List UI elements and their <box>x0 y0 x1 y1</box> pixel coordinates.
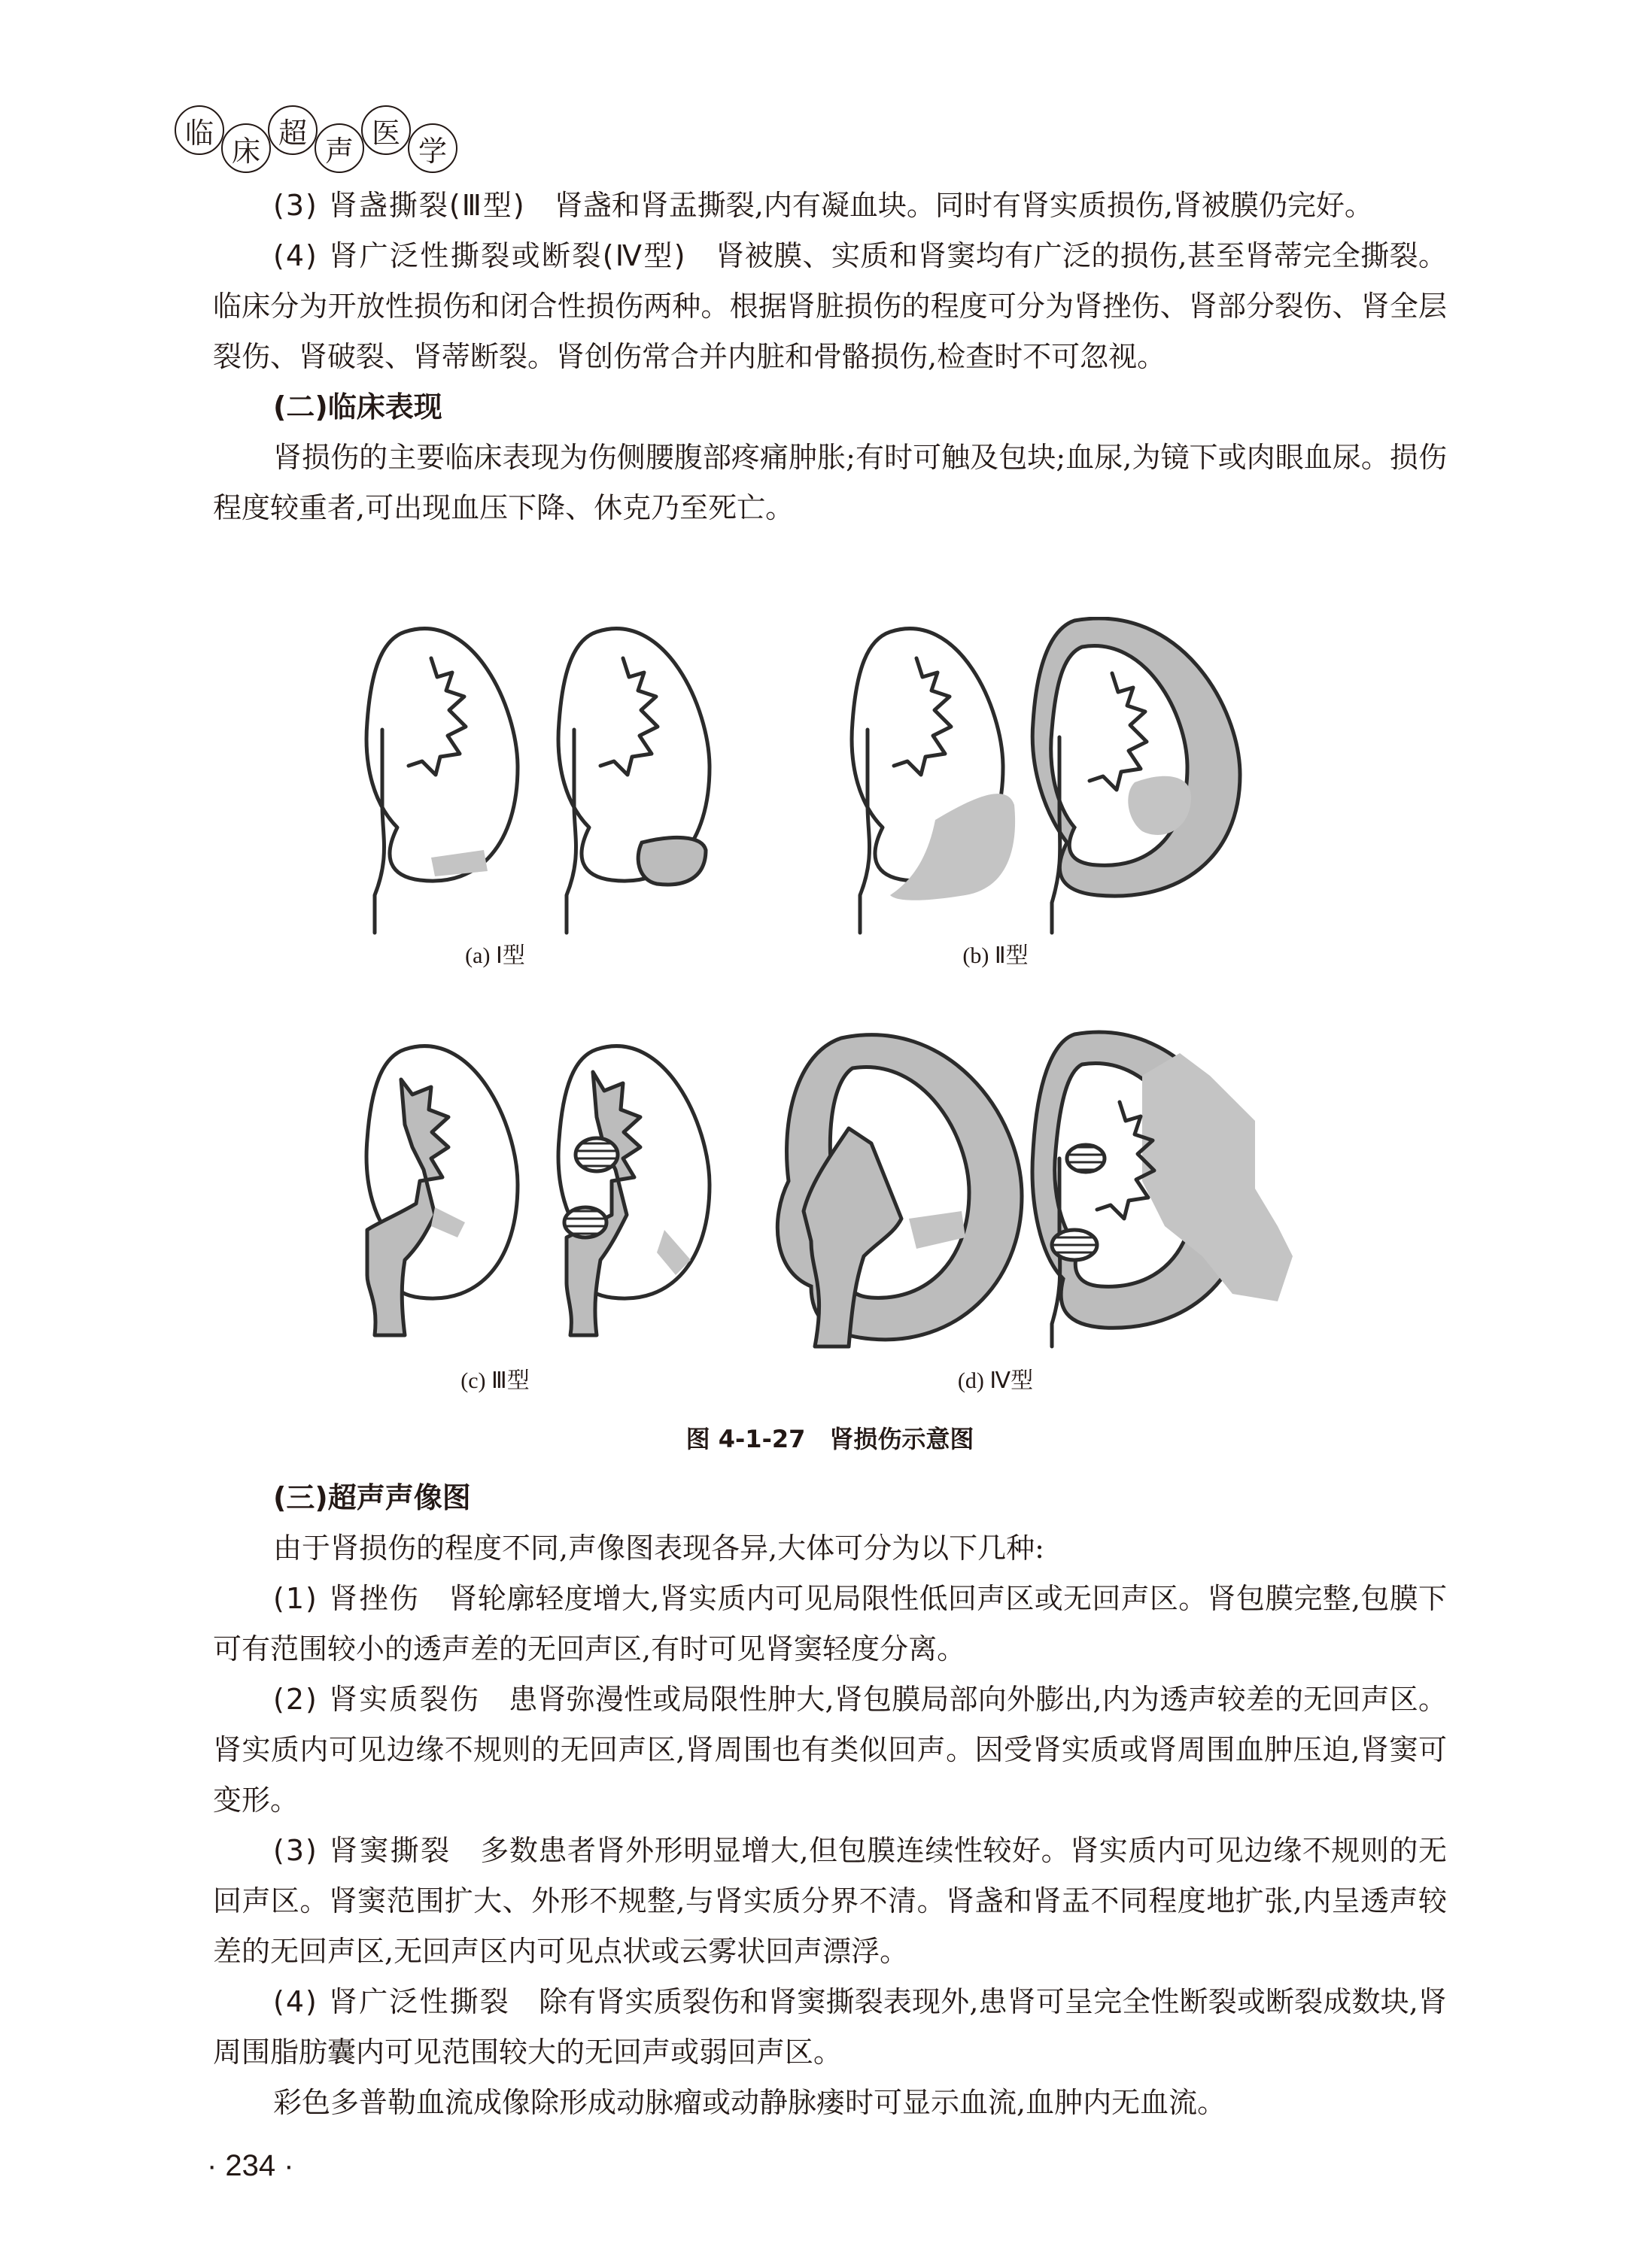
paragraph-text: 肾被膜、实质和肾窦均有广泛的损伤,甚至肾蒂完全撕裂。临床分为开放性损伤和闭合性损伤两种。根据肾脏损伤的程度可分为肾挫伤、肾部分裂伤、肾全层裂伤、肾破裂、肾蒂断裂。肾创伤常合并内脏和骨骼损伤,检查时不可忽视。 <box>213 239 1447 373</box>
header-char: 临 <box>175 105 224 155</box>
paragraph-text: 患肾弥漫性或局限性肿大,肾包膜局部向外膨出,内为透声较差的无回声区。肾实质内可见边缘不规则的无回声区,肾周围也有类似回声。因受肾实质或肾周围血肿压迫,肾窦可变形。 <box>213 1683 1447 1817</box>
paragraph-clinical: 肾损伤的主要临床表现为伤侧腰腹部疼痛肿胀;有时可触及包块;血尿,为镜下或肉眼血尿。损伤程度较重者,可出现血压下降、休克乃至死亡。 <box>213 441 1447 524</box>
kidney-d1 <box>777 1035 1022 1347</box>
figure-label-b: (b) Ⅱ型 <box>962 943 1029 968</box>
figure-kidney-injury <box>213 617 1447 1467</box>
body-text-top <box>213 181 1447 533</box>
figure-label-c: (c) Ⅲ型 <box>460 1368 530 1393</box>
body-text-bottom <box>213 1473 1447 2128</box>
kidney-d2 <box>1032 1032 1293 1347</box>
paragraph-text: 多数患者肾外形明显增大,但包膜连续性较好。肾实质内可见边缘不规则的无回声区。肾窦范围扩大、外形不规整,与肾实质分界不清。肾盏和肾盂不同程度地扩张,内呈透声较差的无回声区,无回声区内可见点状或云雾状回声漂浮。 <box>213 1834 1447 1968</box>
paragraph-lead: (4) 肾广泛性撕裂或断裂(Ⅳ型) <box>273 239 687 272</box>
paragraph-intro: 由于肾损伤的程度不同,声像图表现各异,大体可分为以下几种: <box>273 1532 1044 1565</box>
paragraph-item-3 <box>213 1826 1447 1977</box>
figure-label-d: (d) Ⅳ型 <box>957 1368 1034 1393</box>
header-char: 学 <box>408 123 457 173</box>
section-heading-clinical: (二)临床表现 <box>273 390 442 424</box>
header-char: 床 <box>221 123 271 173</box>
figure-caption: 图 4-1-27 肾损伤示意图 <box>685 1425 974 1453</box>
paragraph-type3 <box>213 181 1447 231</box>
paragraph-item-4 <box>213 1977 1447 2078</box>
kidney-a2 <box>558 629 710 933</box>
kidney-b2 <box>1032 618 1240 933</box>
paragraph-lead: (3) 肾窦撕裂 <box>273 1834 451 1867</box>
paragraph-item-1 <box>213 1574 1447 1674</box>
kidney-c2 <box>558 1046 710 1335</box>
header-char: 医 <box>361 105 411 155</box>
section-heading-ultrasound: (三)超声声像图 <box>273 1481 471 1514</box>
paragraph-lead: (1) 肾挫伤 <box>273 1582 421 1615</box>
header-char: 声 <box>315 123 364 173</box>
paragraph-lead: (3) 肾盏撕裂(Ⅲ型) <box>273 189 526 222</box>
paragraph-type4 <box>213 231 1447 382</box>
figure-label-a: (a) Ⅰ型 <box>465 943 525 968</box>
paragraph-text: 除有肾实质裂伤和肾窦撕裂表现外,患肾可呈完全性断裂或断裂成数块,肾周围脂肪囊内可见范围较大的无回声或弱回声区。 <box>213 1985 1447 2069</box>
kidney-a1 <box>366 629 518 933</box>
kidney-b1 <box>852 629 1015 933</box>
kidney-diagrams <box>213 617 1447 1414</box>
page-number: · 234 · <box>207 2149 294 2182</box>
paragraph-lead: (2) 肾实质裂伤 <box>273 1683 481 1716</box>
paragraph-closing: 彩色多普勒血流成像除形成动脉瘤或动静脉瘘时可显示血流,血肿内无血流。 <box>273 2086 1226 2119</box>
paragraph-text: 肾盏和肾盂撕裂,内有凝血块。同时有肾实质损伤,肾被膜仍完好。 <box>525 189 1373 222</box>
kidney-c1 <box>366 1046 518 1335</box>
paragraph-lead: (4) 肾广泛性撕裂 <box>273 1985 510 2018</box>
running-header <box>175 105 454 181</box>
header-char: 超 <box>268 105 318 155</box>
paragraph-text: 肾轮廓轻度增大,肾实质内可见局限性低回声区或无回声区。肾包膜完整,包膜下可有范围较小的透声差的无回声区,有时可见肾窦轻度分离。 <box>213 1582 1447 1665</box>
paragraph-item-2 <box>213 1674 1447 1826</box>
